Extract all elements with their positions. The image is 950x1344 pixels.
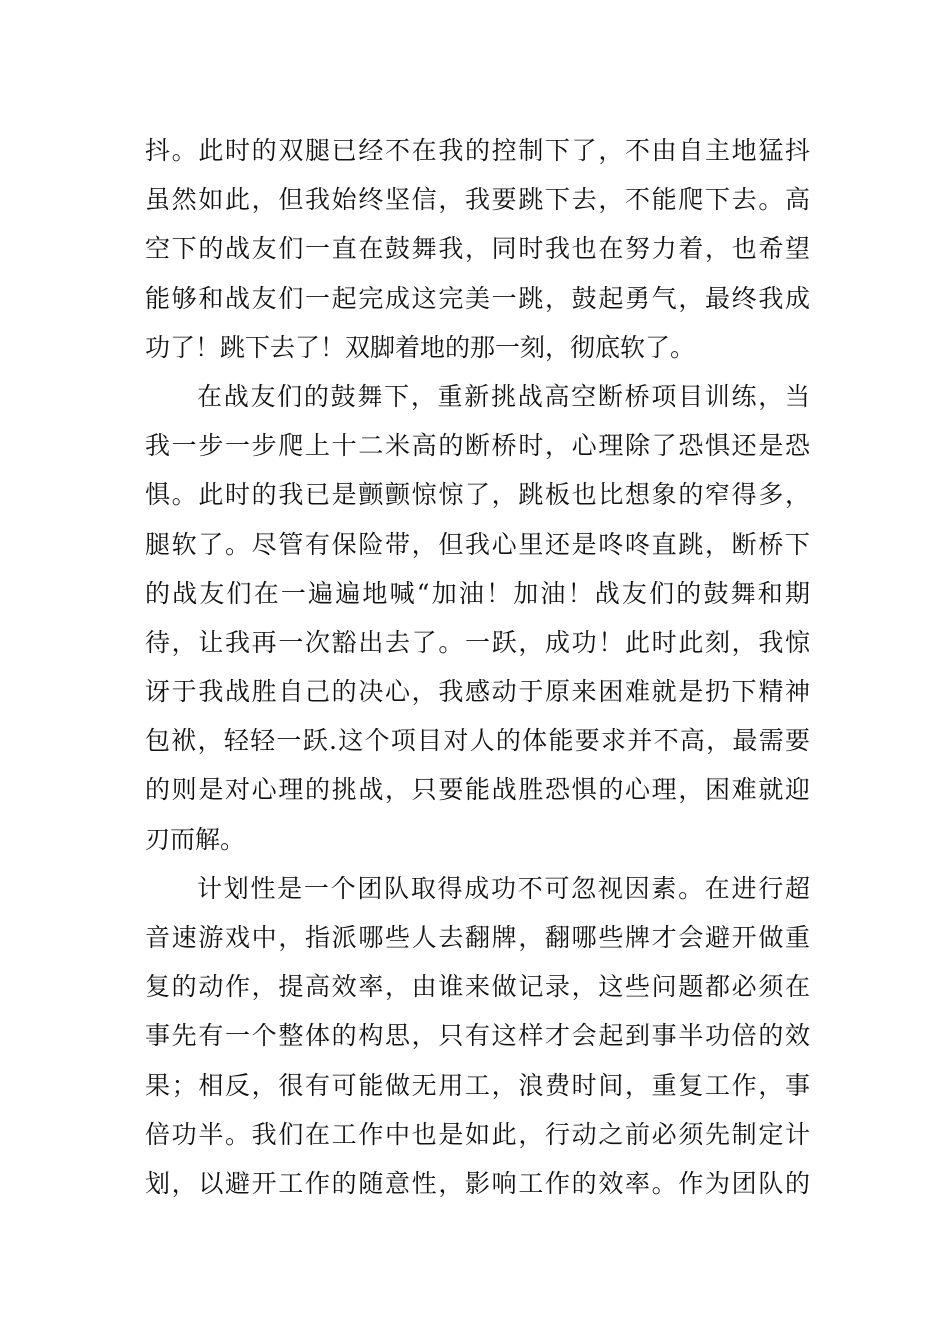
text-line: 计划性是一个团队取得成功不可忽视因素。在进行超 <box>197 873 810 903</box>
text-line: 果；相反，很有可能做无用工，浪费时间，重复工作，事 <box>145 1070 810 1100</box>
text-line: 腿软了。尽管有保险带，但我心里还是咚咚直跳，断桥下 <box>145 529 810 559</box>
text-line: 事先有一个整体的构思，只有这样才会起到事半功倍的效 <box>145 1021 810 1051</box>
text-line: 功了！跳下去了！双脚着地的那一刻，彻底软了。 <box>145 332 696 362</box>
text-line: 惧。此时的我已是颤颤惊惊了，跳板也比想象的窄得多， <box>145 480 810 510</box>
text-line: 刃而解。 <box>145 824 246 854</box>
text-line: 倍功半。我们在工作中也是如此，行动之前必须先制定计 <box>145 1119 810 1149</box>
text-line: 虽然如此，但我始终坚信，我要跳下去，不能爬下去。高 <box>145 185 810 215</box>
text-line: 划，以避开工作的随意性，影响工作的效率。作为团队的 <box>145 1168 810 1198</box>
text-line: 我一步一步爬上十二米高的断桥时，心理除了恐惧还是恐 <box>145 431 810 461</box>
text-line: 待，让我再一次豁出去了。一跃，成功！此时此刻，我惊 <box>145 627 810 657</box>
document-body-text <box>145 126 810 1208</box>
text-line: 的则是对心理的挑战，只要能战胜恐惧的心理，困难就迎 <box>145 775 810 805</box>
text-line: 空下的战友们一直在鼓舞我，同时我也在努力着，也希望 <box>145 234 810 264</box>
text-line: 在战友们的鼓舞下，重新挑战高空断桥项目训练，当 <box>197 381 810 411</box>
text-line: 包袱，轻轻一跃.这个项目对人的体能要求并不高，最需要 <box>145 726 810 756</box>
text-line: 抖。此时的双腿已经不在我的控制下了，不由自主地猛抖 <box>145 136 810 165</box>
text-line: 的战友们在一遍遍地喊“加油！加油！战友们的鼓舞和期 <box>145 578 810 608</box>
text-line: 讶于我战胜自己的决心，我感动于原来困难就是扔下精神 <box>145 677 810 707</box>
text-line: 音速游戏中，指派哪些人去翻牌，翻哪些牌才会避开做重 <box>145 923 810 952</box>
text-line: 能够和战友们一起完成这完美一跳，鼓起勇气，最终我成 <box>145 283 810 313</box>
text-line: 复的动作，提高效率，由谁来做记录，这些问题都必须在 <box>145 972 810 1002</box>
